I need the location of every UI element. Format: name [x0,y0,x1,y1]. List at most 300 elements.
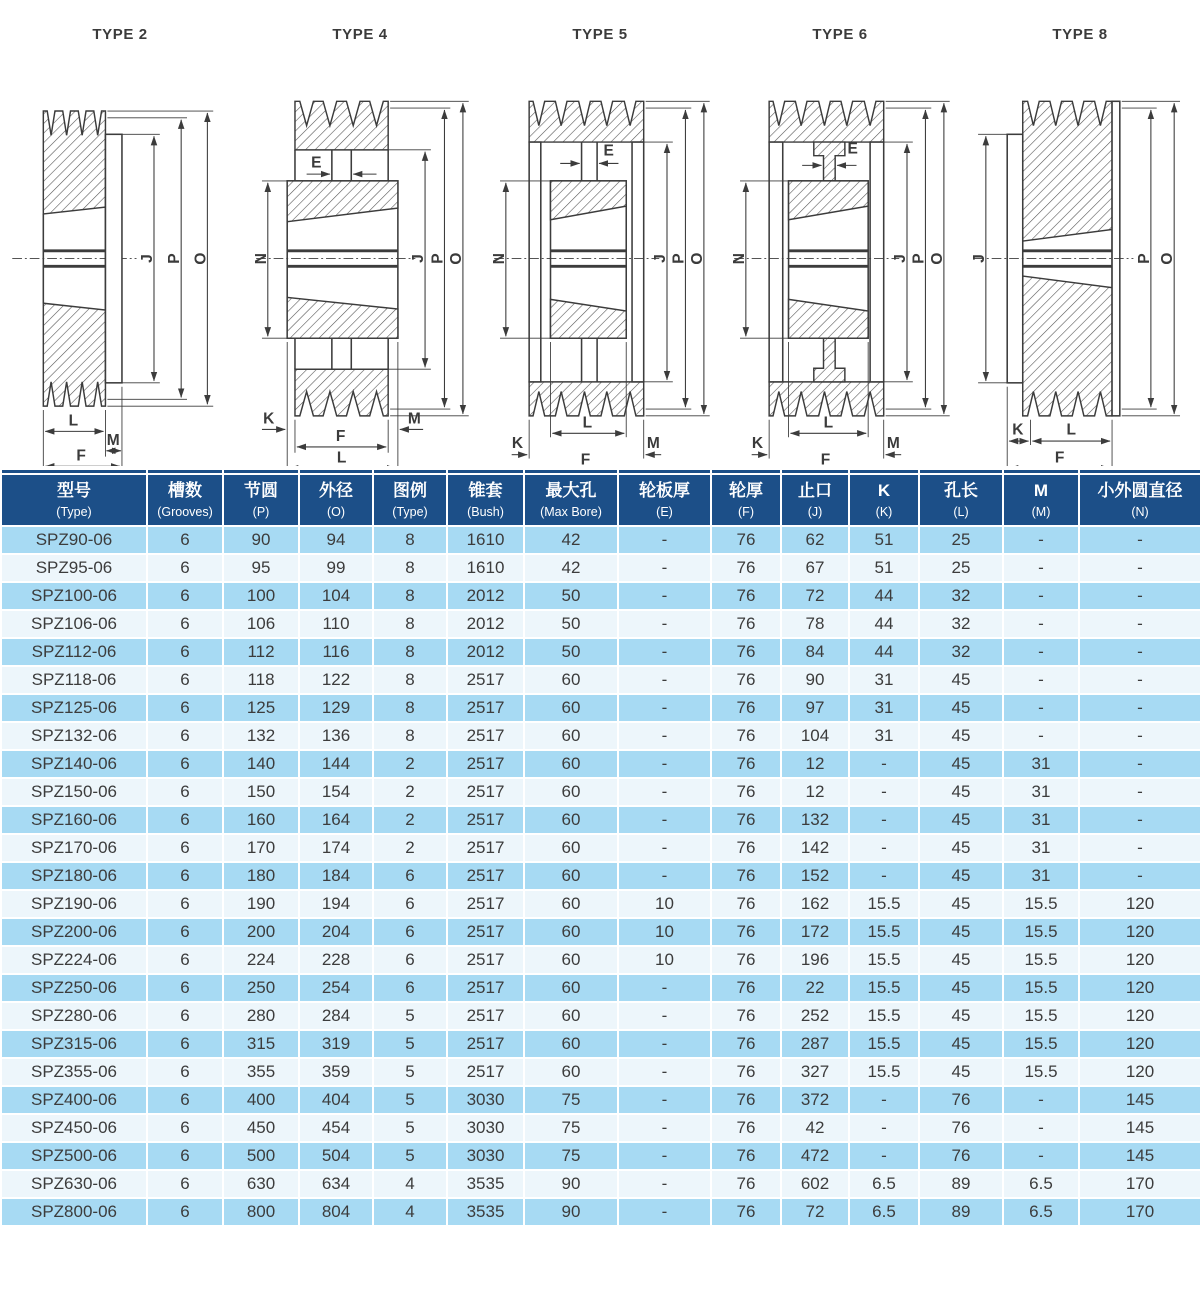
table-cell: 76 [711,834,781,862]
table-cell: 140 [223,750,299,778]
table-cell: 76 [711,582,781,610]
table-cell: - [849,1142,919,1170]
table-cell: 2517 [447,722,524,750]
table-cell: 45 [919,918,1003,946]
table-cell: 2517 [447,834,524,862]
table-cell: 6.5 [1003,1198,1079,1226]
table-cell: 6 [147,554,223,582]
table-cell: 45 [919,1030,1003,1058]
table-cell: 6 [373,862,447,890]
pulley-drawing-type6 [724,45,957,466]
table-cell: - [618,554,711,582]
table-cell: 154 [299,778,373,806]
table-cell: 372 [781,1086,849,1114]
table-cell: 145 [1079,1114,1200,1142]
table-cell: SPZ800-06 [1,1198,147,1226]
table-cell: 42 [781,1114,849,1142]
table-cell: SPZ140-06 [1,750,147,778]
diagram-title: TYPE 5 [572,26,628,43]
table-cell: 15.5 [1003,918,1079,946]
table-cell: 10 [618,890,711,918]
table-cell: 50 [524,582,618,610]
table-cell: 6 [373,946,447,974]
dim-label-o: O [191,252,209,265]
table-cell: 132 [223,722,299,750]
table-cell: 142 [781,834,849,862]
table-cell: 602 [781,1170,849,1198]
table-cell: SPZ190-06 [1,890,147,918]
spec-table [0,468,1200,1227]
dim-label-m: M [646,434,660,452]
table-cell: 60 [524,1002,618,1030]
table-cell: 2517 [447,806,524,834]
table-cell: SPZ118-06 [1,666,147,694]
table-cell: 15.5 [849,946,919,974]
table-cell: 31 [1003,750,1079,778]
table-row [1,834,1200,862]
table-cell: 3535 [447,1198,524,1226]
table-cell: 42 [524,526,618,554]
table-cell: SPZ106-06 [1,610,147,638]
table-cell: 2517 [447,694,524,722]
table-cell: 15.5 [849,1058,919,1086]
table-cell: 76 [711,890,781,918]
diagram-type4 [240,0,480,466]
table-cell: 224 [223,946,299,974]
table-cell: SPZ355-06 [1,1058,147,1086]
table-cell: 60 [524,890,618,918]
table-cell: 6 [373,890,447,918]
table-cell: 118 [223,666,299,694]
table-cell: 1610 [447,526,524,554]
dim-label-e: E [846,140,858,158]
table-cell: 10 [618,918,711,946]
table-cell: 45 [919,722,1003,750]
table-cell: 15.5 [849,890,919,918]
table-cell: 8 [373,582,447,610]
table-cell: - [618,1114,711,1142]
table-cell: 228 [299,946,373,974]
table-cell: 6 [147,806,223,834]
table-row [1,610,1200,638]
table-cell: 60 [524,1058,618,1086]
pulley-drawing-type4 [244,45,477,466]
table-cell: 76 [919,1114,1003,1142]
table-cell: 5 [373,1142,447,1170]
table-cell: 10 [618,946,711,974]
table-cell: 144 [299,750,373,778]
table-cell: 15.5 [1003,1058,1079,1086]
table-cell: 75 [524,1086,618,1114]
table-cell: 25 [919,554,1003,582]
table-cell: 116 [299,638,373,666]
table-cell: 76 [919,1086,1003,1114]
table-cell: 76 [711,1058,781,1086]
table-cell: 31 [1003,862,1079,890]
table-cell: 6 [147,1058,223,1086]
table-cell: 15.5 [1003,1002,1079,1030]
dim-label-l: L [582,414,592,432]
table-cell: - [849,862,919,890]
header-cell: 最大孔 (Max Bore) [524,469,618,526]
table-cell: 6 [147,1114,223,1142]
table-cell: 76 [711,918,781,946]
table-cell: 76 [711,862,781,890]
table-cell: 12 [781,750,849,778]
table-cell: - [618,1170,711,1198]
table-cell: 45 [919,1058,1003,1086]
dim-label-j: J [651,254,669,263]
dim-label-f: F [820,451,830,466]
table-cell: 76 [711,750,781,778]
table-cell: 6 [147,1142,223,1170]
table-cell: 76 [919,1142,1003,1170]
table-cell: 2517 [447,974,524,1002]
table-cell: 89 [919,1198,1003,1226]
table-cell: 6 [147,890,223,918]
header-row [1,469,1200,526]
table-cell: 60 [524,806,618,834]
table-cell: 75 [524,1114,618,1142]
table-cell: 2 [373,750,447,778]
dim-label-e: E [310,154,322,172]
table-cell: 2 [373,806,447,834]
table-cell: 8 [373,694,447,722]
table-cell: - [618,806,711,834]
dim-label-k: K [1011,421,1023,439]
table-cell: 2517 [447,890,524,918]
table-cell: 196 [781,946,849,974]
table-cell: 254 [299,974,373,1002]
table-cell: 15.5 [849,1030,919,1058]
table-cell: 50 [524,610,618,638]
table-cell: - [1003,610,1079,638]
table-cell: 25 [919,526,1003,554]
table-cell: 15.5 [1003,1030,1079,1058]
table-cell: SPZ100-06 [1,582,147,610]
table-cell: 95 [223,554,299,582]
table-cell: 104 [781,722,849,750]
header-cell: 锥套 (Bush) [447,469,524,526]
table-row [1,1114,1200,1142]
header-cell: 图例 (Type) [373,469,447,526]
table-cell: 6.5 [849,1170,919,1198]
table-cell: - [1003,582,1079,610]
table-cell: 120 [1079,918,1200,946]
table-cell: - [1003,554,1079,582]
table-cell: 160 [223,806,299,834]
table-cell: 32 [919,638,1003,666]
table-row [1,1030,1200,1058]
table-cell: 104 [299,582,373,610]
table-cell: 6 [147,862,223,890]
table-cell: 6 [147,946,223,974]
table-cell: 8 [373,610,447,638]
table-cell: 2517 [447,750,524,778]
diagram-title: TYPE 4 [332,26,388,43]
table-cell: 45 [919,666,1003,694]
table-row [1,1058,1200,1086]
table-cell: 122 [299,666,373,694]
table-cell: 45 [919,778,1003,806]
table-row [1,918,1200,946]
table-cell: 76 [711,778,781,806]
table-cell: 6 [147,778,223,806]
diagram-type6 [720,0,960,466]
dim-label-j: J [891,254,909,263]
table-cell: 120 [1079,1002,1200,1030]
table-cell: 252 [781,1002,849,1030]
table-cell: - [849,778,919,806]
table-cell: 162 [781,890,849,918]
dim-label-l: L [823,414,833,432]
table-cell: SPZ170-06 [1,834,147,862]
table-cell: 62 [781,526,849,554]
table-cell: - [1003,1114,1079,1142]
table-cell: 31 [1003,834,1079,862]
table-row [1,778,1200,806]
table-cell: 2517 [447,666,524,694]
table-cell: 145 [1079,1142,1200,1170]
table-cell: 44 [849,582,919,610]
table-cell: 6.5 [1003,1170,1079,1198]
table-cell: SPZ450-06 [1,1114,147,1142]
table-cell: 44 [849,610,919,638]
table-cell: 60 [524,834,618,862]
table-cell: 8 [373,666,447,694]
table-cell: 72 [781,582,849,610]
dim-label-p: P [670,253,688,264]
table-cell: 132 [781,806,849,834]
table-row [1,946,1200,974]
header-cell: 槽数 (Grooves) [147,469,223,526]
table-cell: 152 [781,862,849,890]
table-row [1,1170,1200,1198]
table-cell: 6 [147,582,223,610]
dim-label-k: K [262,410,274,428]
dim-label-n: N [252,252,270,265]
table-cell: SPZ200-06 [1,918,147,946]
table-cell: 319 [299,1030,373,1058]
table-cell: 76 [711,638,781,666]
table-cell: 120 [1079,1058,1200,1086]
table-cell: 129 [299,694,373,722]
table-cell: 287 [781,1030,849,1058]
table-cell: - [849,750,919,778]
table-cell: SPZ250-06 [1,974,147,1002]
table-cell: 6 [147,1086,223,1114]
diagram-type5 [480,0,720,466]
table-cell: 8 [373,554,447,582]
table-cell: - [1003,666,1079,694]
table-cell: 172 [781,918,849,946]
table-cell: 454 [299,1114,373,1142]
table-cell: 404 [299,1086,373,1114]
diagram-type2 [0,0,240,466]
table-cell: 6 [147,918,223,946]
table-cell: 400 [223,1086,299,1114]
table-cell: - [1079,806,1200,834]
dim-label-f: F [1054,449,1064,466]
table-cell: - [849,1114,919,1142]
dim-label-l: L [336,449,346,466]
diagram-title: TYPE 6 [812,26,868,43]
dim-label-l: L [1066,421,1076,439]
table-cell: 200 [223,918,299,946]
table-cell: 284 [299,1002,373,1030]
dim-label-m: M [886,434,900,452]
table-cell: 94 [299,526,373,554]
dim-label-f: F [580,451,590,466]
header-cell: 轮板厚 (E) [618,469,711,526]
table-cell: 2012 [447,610,524,638]
table-cell: 76 [711,554,781,582]
table-cell: 804 [299,1198,373,1226]
table-cell: 6 [147,1030,223,1058]
table-cell: SPZ125-06 [1,694,147,722]
table-cell: 5 [373,1114,447,1142]
table-cell: 194 [299,890,373,918]
table-cell: 76 [711,1030,781,1058]
table-cell: 76 [711,1114,781,1142]
table-cell: - [618,582,711,610]
table-cell: 45 [919,806,1003,834]
table-cell: 190 [223,890,299,918]
table-cell: 76 [711,526,781,554]
table-cell: 45 [919,834,1003,862]
table-cell: 174 [299,834,373,862]
table-cell: 84 [781,638,849,666]
diagram-title: TYPE 2 [92,26,148,43]
table-cell: SPZ280-06 [1,1002,147,1030]
dim-label-k: K [511,434,523,452]
table-cell: 76 [711,946,781,974]
table-row [1,526,1200,554]
table-cell: - [1079,778,1200,806]
table-row [1,1086,1200,1114]
table-cell: 355 [223,1058,299,1086]
table-cell: 180 [223,862,299,890]
table-cell: 630 [223,1170,299,1198]
table-cell: 31 [1003,806,1079,834]
header-cell: 轮厚 (F) [711,469,781,526]
table-cell: 472 [781,1142,849,1170]
table-cell: - [618,694,711,722]
table-cell: - [1079,638,1200,666]
table-cell: 5 [373,1058,447,1086]
dim-label-f: F [75,447,86,465]
table-cell: - [1079,862,1200,890]
table-cell: 6 [147,526,223,554]
table-cell: 3535 [447,1170,524,1198]
dim-label-o: O [447,252,465,265]
table-cell: SPZ90-06 [1,526,147,554]
table-cell: - [1079,526,1200,554]
dim-label-m: M [407,410,421,428]
table-cell: 2012 [447,638,524,666]
table-cell: 12 [781,778,849,806]
table-cell: 150 [223,778,299,806]
table-cell: - [618,610,711,638]
table-cell: - [1003,526,1079,554]
table-cell: 120 [1079,974,1200,1002]
table-cell: 250 [223,974,299,1002]
table-cell: - [1079,834,1200,862]
table-cell: 90 [524,1198,618,1226]
dim-label-o: O [1158,252,1176,265]
table-cell: 8 [373,526,447,554]
dim-label-l: L [68,412,78,430]
table-cell: 2517 [447,1030,524,1058]
table-cell: 6 [147,638,223,666]
pulley-drawing-type5 [484,45,717,466]
table-cell: SPZ400-06 [1,1086,147,1114]
table-cell: 315 [223,1030,299,1058]
table-cell: 3030 [447,1114,524,1142]
dim-label-k: K [751,434,763,452]
table-cell: 500 [223,1142,299,1170]
table-cell: 15.5 [1003,974,1079,1002]
table-cell: 2 [373,778,447,806]
dim-label-n: N [730,252,748,265]
table-cell: SPZ112-06 [1,638,147,666]
table-cell: 3030 [447,1142,524,1170]
table-cell: 4 [373,1170,447,1198]
table-cell: 204 [299,918,373,946]
table-cell: 6 [373,918,447,946]
table-cell: 31 [849,722,919,750]
table-cell: 76 [711,1142,781,1170]
pulley-drawing-type2 [4,45,237,466]
table-cell: 22 [781,974,849,1002]
header-cell: 小外圆直径 (N) [1079,469,1200,526]
table-cell: 60 [524,918,618,946]
table-cell: 60 [524,862,618,890]
table-cell: 2517 [447,778,524,806]
table-cell: - [1003,694,1079,722]
table-cell: - [618,778,711,806]
table-cell: 6 [147,694,223,722]
table-cell: 5 [373,1030,447,1058]
table-cell: 45 [919,890,1003,918]
table-cell: - [1003,638,1079,666]
table-cell: - [1079,610,1200,638]
table-cell: - [618,834,711,862]
table-cell: SPZ500-06 [1,1142,147,1170]
dim-label-f: F [335,428,345,446]
table-cell: 327 [781,1058,849,1086]
table-cell: 6 [147,1002,223,1030]
table-row [1,1198,1200,1226]
table-cell: SPZ630-06 [1,1170,147,1198]
dim-label-j: J [138,254,156,263]
table-cell: 504 [299,1142,373,1170]
table-cell: 78 [781,610,849,638]
table-cell: 106 [223,610,299,638]
table-cell: - [618,974,711,1002]
table-cell: - [849,1086,919,1114]
table-cell: 280 [223,1002,299,1030]
table-cell: 97 [781,694,849,722]
table-row [1,862,1200,890]
table-cell: 76 [711,1170,781,1198]
table-cell: - [1079,666,1200,694]
table-cell: 60 [524,722,618,750]
table-cell: 32 [919,582,1003,610]
table-cell: - [1079,582,1200,610]
table-cell: 125 [223,694,299,722]
table-cell: 6 [147,1198,223,1226]
